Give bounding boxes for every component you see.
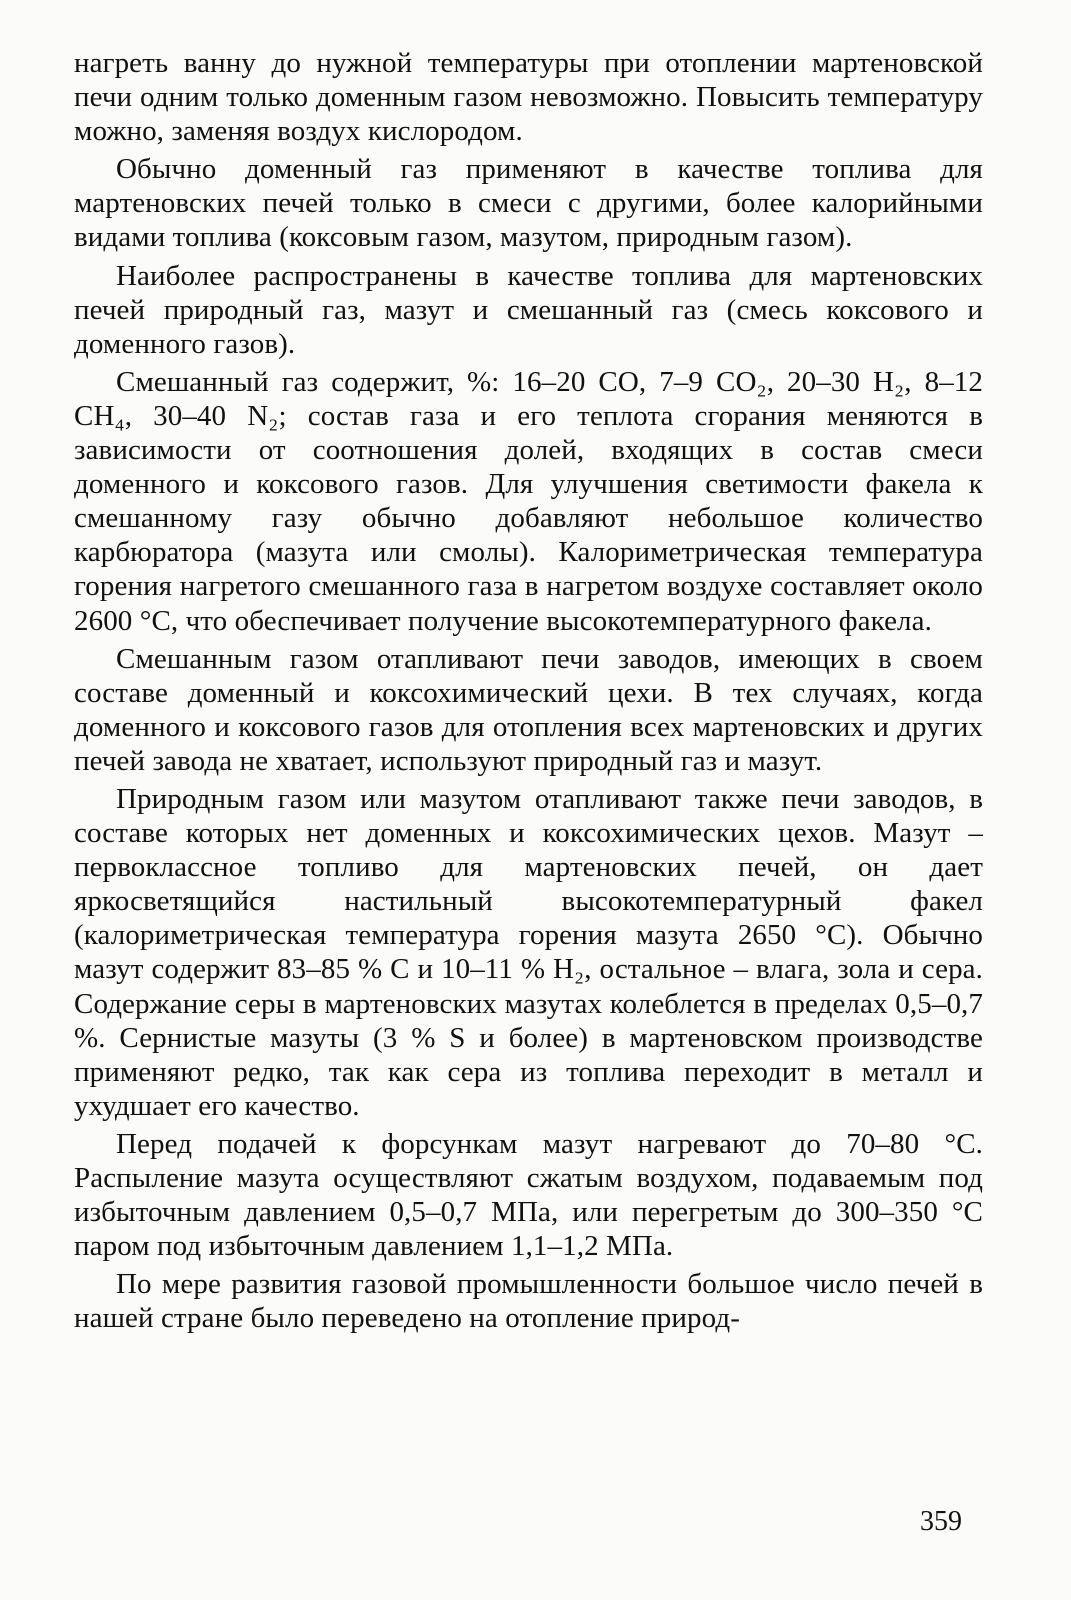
body-text: [74, 46, 983, 1335]
paragraph-5: Смешанным газом отапливают печи заводов, имеющих в своем составе доменный и коксохимический цехи. В тех случаях, когда доменного и коксового газов для отопления всех мартеновских и других печей завода не хватает, используют природный газ и мазут.: [74, 642, 983, 777]
page-number: 359: [920, 1506, 962, 1537]
paragraph-7: Перед подачей к форсункам мазут нагревают до 70–80 °С. Распыление мазута осуществляют сжатым воздухом, подаваемым под избыточным давлением 0,5–0,7 МПа, или перегретым до 300–350 °С паром под избыточным давлением 1,1–1,2 МПа.: [74, 1127, 983, 1263]
paragraph-4: Смешанный газ содержит, %: 16–20 CO, 7–9 CO₂, 20–30 H₂, 8–12 CH₄, 30–40 N₂; состав газа и его теплота сгорания меняются в зависимости от соотношения долей, входящих в состав смеси доменного и коксового газов. Для улучшения светимости факела к смешанному газу обычно добавляют небольшое количество карбюратора (мазута или смолы). Калориметрическая температура горения нагретого смешанного газа в нагретом воздухе составляет около 2600 °С, что обеспечивает получение высокотемпературного факела.: [74, 365, 983, 637]
paragraph-6: Природным газом или мазутом отапливают также печи заводов, в составе которых нет доменных и коксохимических цехов. Мазут – первоклассное топливо для мартеновских печей, он дает яркосветящийся настильный высокотемпературный факел (калориметрическая температура горения мазута 2650 °С). Обычно мазут содержит 83–85 % C и 10–11 % H₂, остальное – влага, зола и сера. Содержание серы в мартеновских мазутах колеблется в пределах 0,5–0,7 %. Сернистые мазуты (3 % S и более) в мартеновском производстве применяют редко, так как сера из топлива переходит в металл и ухудшает его качество.: [74, 782, 983, 1122]
paragraph-2: Обычно доменный газ применяют в качестве топлива для мартеновских печей только в смеси с другими, более калорийными видами топлива (коксовым газом, мазутом, природным газом).: [74, 153, 983, 254]
paragraph-8: По мере развития газовой промышленности большое число печей в нашей стране было переведено на отопление природ-: [74, 1268, 983, 1335]
paragraph-1: нагреть ванну до нужной температуры при отоплении мартеновской печи одним только доменным газом невозможно. Повысить температуру можно, заменяя воздух кислородом.: [74, 47, 983, 148]
paragraph-3: Наиболее распространены в качестве топлива для мартеновских печей природный газ, мазут и смешанный газ (смесь коксового и доменного газов).: [74, 259, 983, 360]
